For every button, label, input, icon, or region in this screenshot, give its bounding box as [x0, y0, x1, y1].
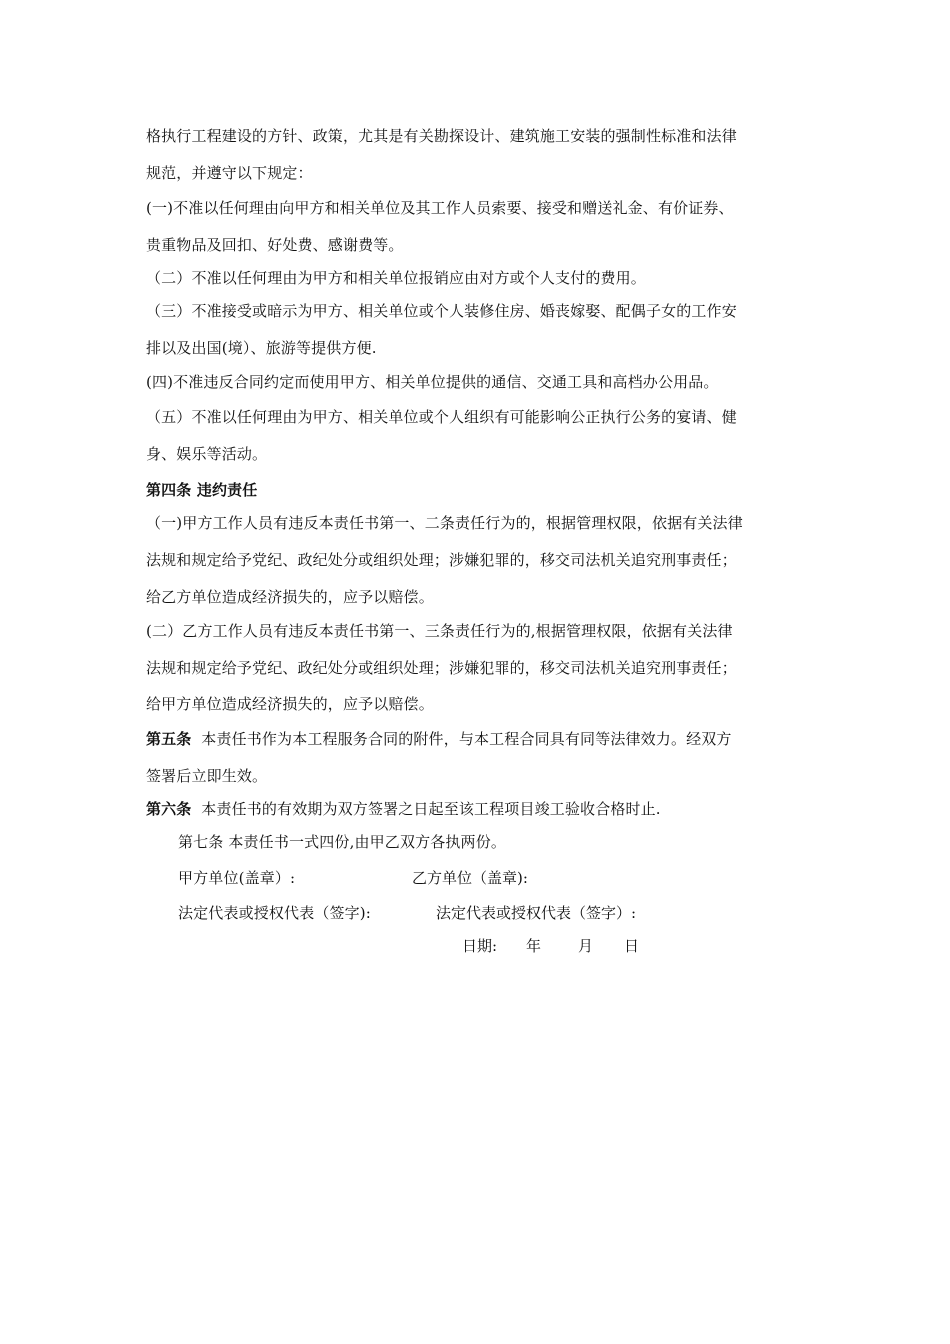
party-a-seal: 甲方单位(盖章）:	[178, 869, 296, 887]
body-line-4: 贵重物品及回扣、好处费、感谢费等。	[146, 236, 404, 254]
body-line-10: 身、娱乐等活动。	[146, 445, 268, 463]
body-line-2: 规范，并遵守以下规定：	[146, 164, 313, 182]
article7-line: 第七条 本责任书一式四份,由甲乙双方各执两份。	[178, 833, 506, 851]
date-line	[462, 936, 639, 956]
article4-line-5: 法规和规定给予党纪、政纪处分或组织处理；涉嫌犯罪的，移交司法机关追究刑事责任；	[146, 659, 737, 677]
article4-line-4: (二）乙方工作人员有违反本责任书第一、三条责任行为的,根据管理权限，依据有关法律	[146, 622, 733, 640]
article6-line	[146, 799, 816, 819]
date-month: 月	[578, 937, 594, 955]
date-day: 日	[624, 937, 640, 955]
body-line-3: (一)不准以任何理由向甲方和相关单位及其工作人员索要、接受和赠送礼金、有价证券、	[146, 199, 734, 217]
body-line-7: 排以及出国(境）、旅游等提供方便.	[146, 339, 377, 357]
article4-line-2: 法规和规定给予党纪、政纪处分或组织处理；涉嫌犯罪的，移交司法机关追究刑事责任；	[146, 551, 737, 569]
date-label: 日期:	[462, 937, 498, 955]
article5-text: 本责任书作为本工程服务合同的附件，与本工程合同具有同等法律效力。经双方	[191, 730, 732, 748]
body-line-1: 格执行工程建设的方针、政策，尤其是有关勘探设计、建筑施工安装的强制性标准和法律	[146, 127, 737, 145]
party-b-seal: 乙方单位（盖章):	[412, 869, 528, 887]
article5-line-2: 签署后立即生效。	[146, 767, 268, 785]
body-line-5: （二）不准以任何理由为甲方和相关单位报销应由对方或个人支付的费用。	[146, 269, 646, 287]
article5-label: 第五条	[146, 730, 192, 748]
date-year: 年	[526, 937, 542, 955]
article4-line-1: （一)甲方工作人员有违反本责任书第一、二条责任行为的，根据管理权限，依据有关法律	[146, 514, 743, 532]
party-a-representative: 法定代表或授权代表（签字):	[178, 904, 372, 922]
body-line-6: （三）不准接受或暗示为甲方、相关单位或个人装修住房、婚丧嫁娶、配偶子女的工作安	[146, 302, 737, 320]
article6-text: 本责任书的有效期为双方签署之日起至该工程项目竣工验收合格时止.	[191, 800, 661, 818]
body-line-9: （五）不准以任何理由为甲方、相关单位或个人组织有可能影响公正执行公务的宴请、健	[146, 408, 737, 426]
article6-label: 第六条	[146, 800, 192, 818]
article4-line-3: 给乙方单位造成经济损失的，应予以赔偿。	[146, 588, 434, 606]
article5-line-1	[146, 729, 816, 749]
article4-heading: 第四条 违约责任	[146, 481, 258, 499]
body-line-8: (四)不准违反合同约定而使用甲方、相关单位提供的通信、交通工具和高档办公用品。	[146, 373, 719, 391]
party-b-representative: 法定代表或授权代表（签字）:	[436, 904, 637, 922]
article4-line-6: 给甲方单位造成经济损失的，应予以赔偿。	[146, 695, 434, 713]
